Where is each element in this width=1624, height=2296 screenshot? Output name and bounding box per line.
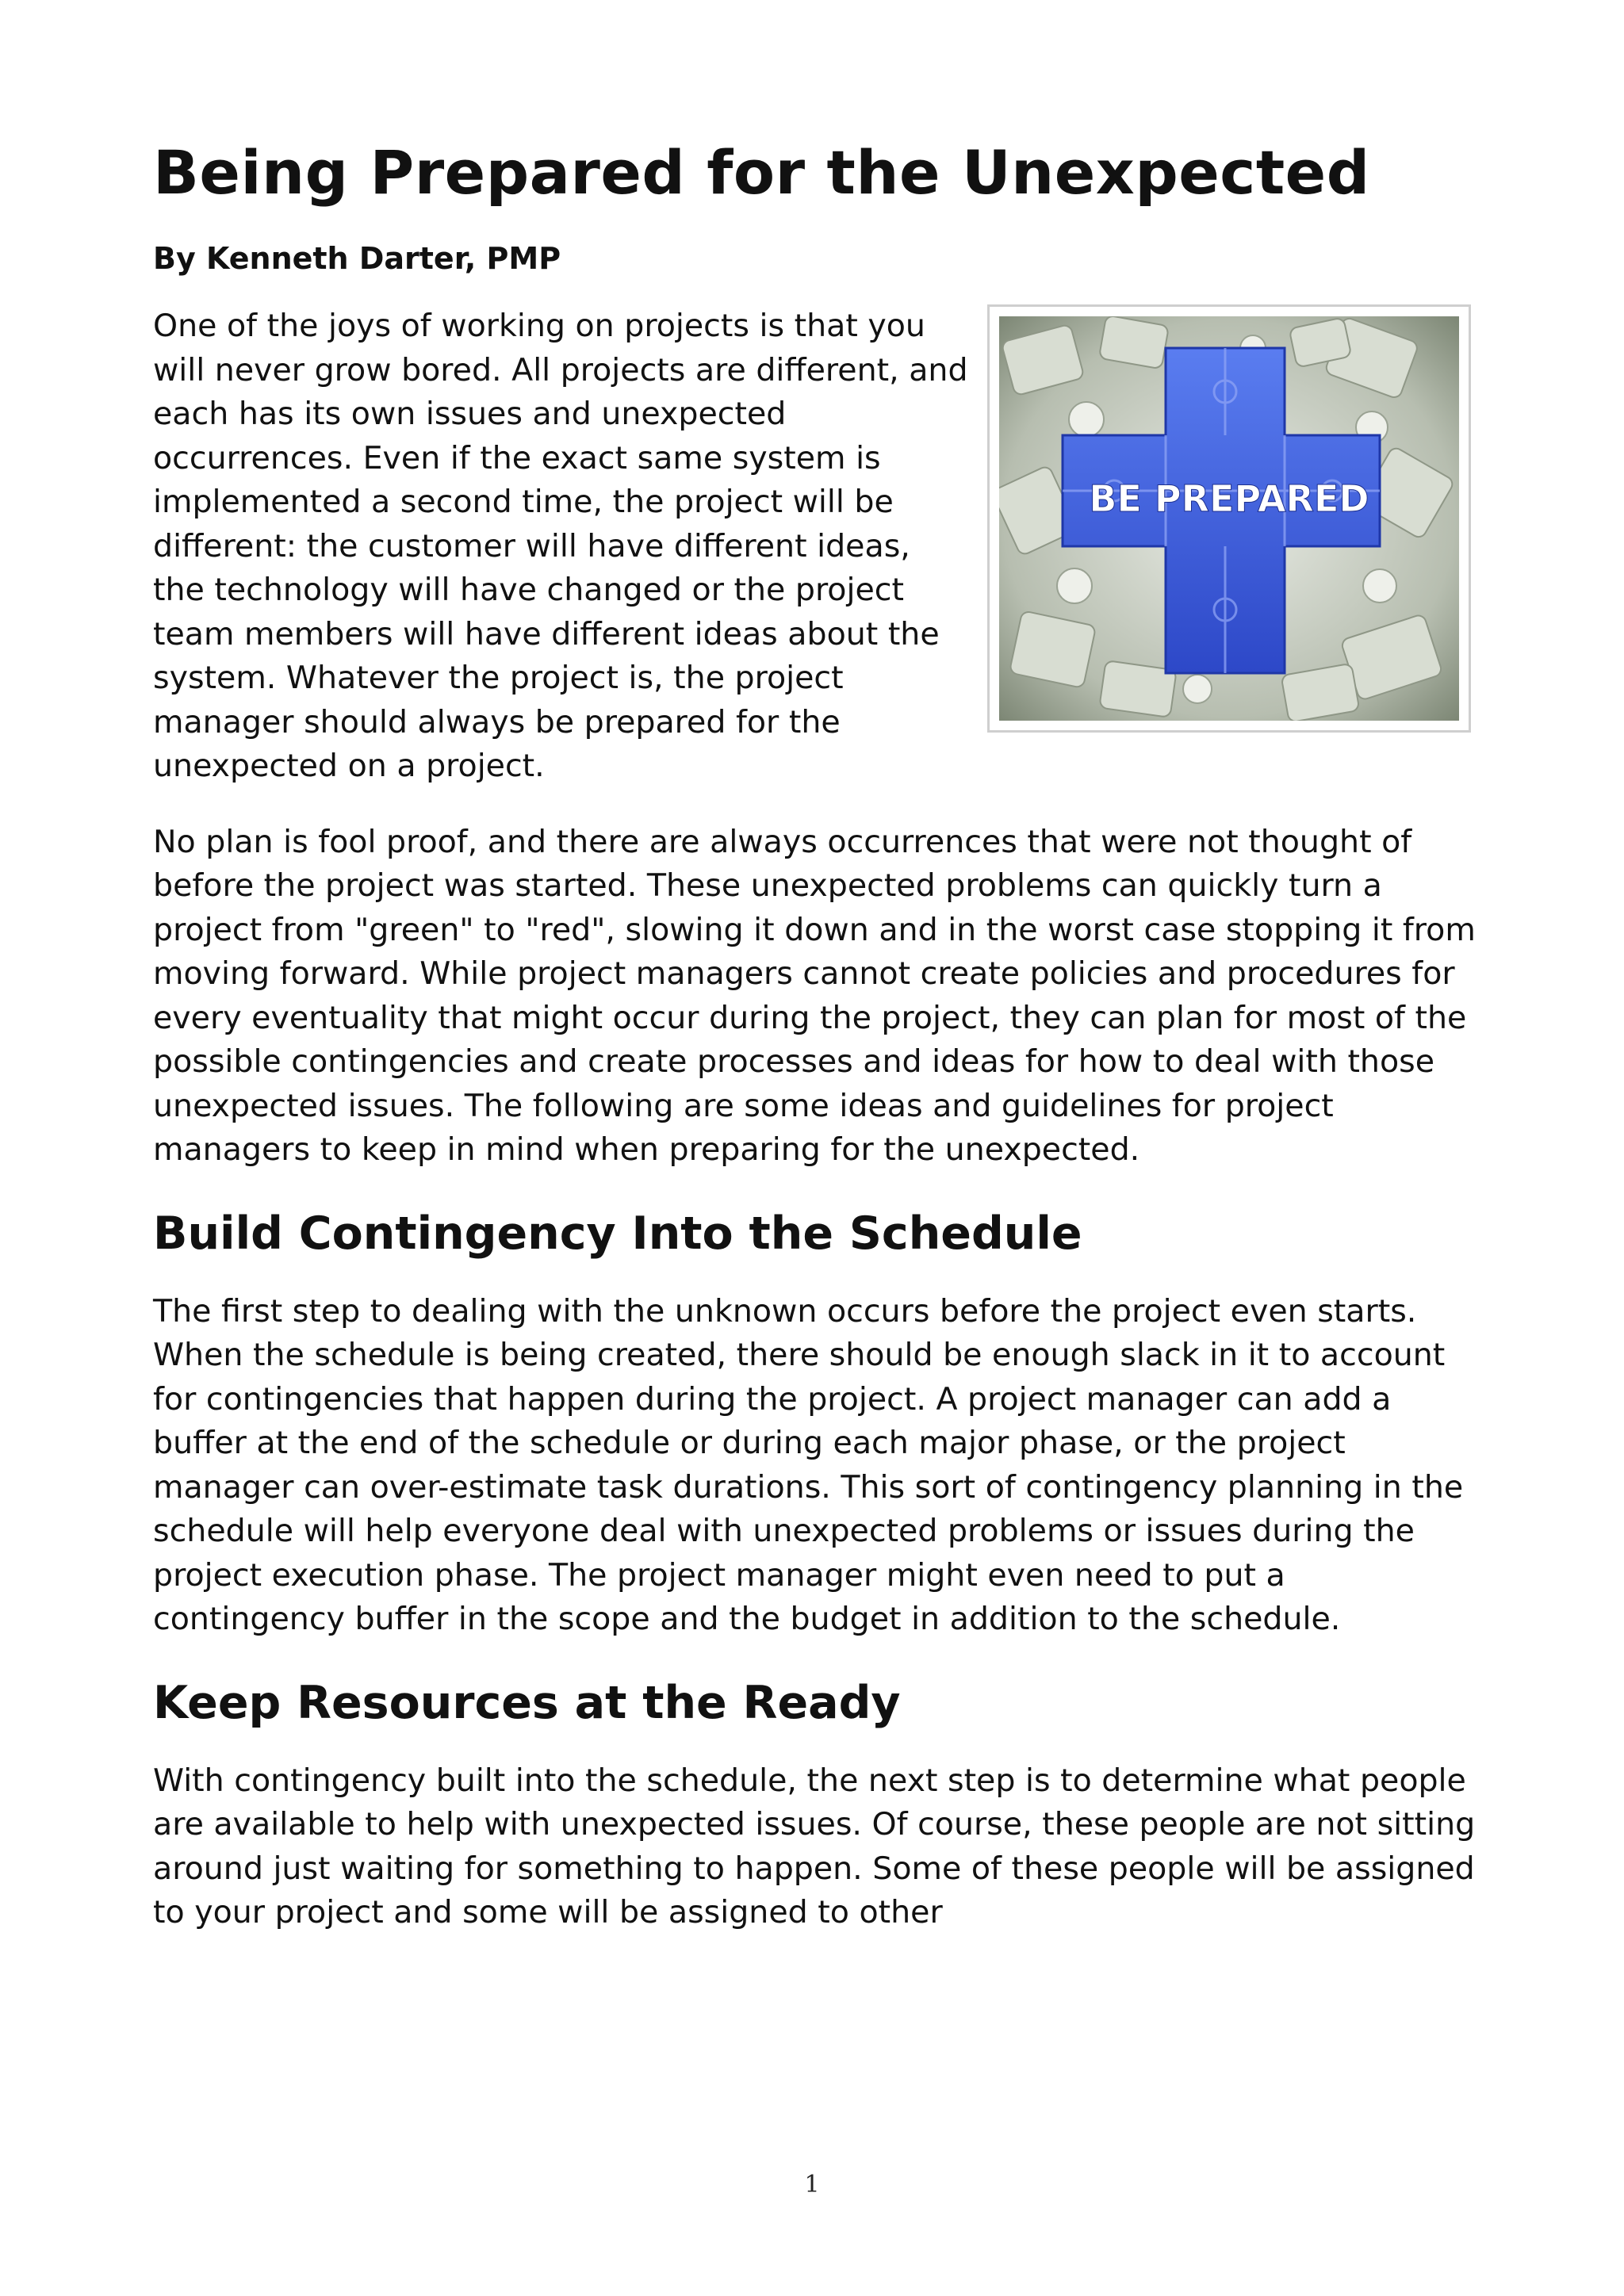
- section-paragraph-resources: With contingency built into the schedule, the next step is to determine what people are available to help with unexpected issues. Of course, these people are not sitting around just waiting for something to happen. Some of these people will be assigned to your project and some will be assigned to other: [153, 1762, 1476, 1931]
- intro-paragraph: One of the joys of working on projects is that you will never grow bored. All projects are different, and each has its own issues and unexpected occurrences. Even if the exact same system is implemented a second time, the project will be different: the customer will have different ideas, the technology will have changed or the project team members will have different ideas about the system. Whatever the project is, the project manager should always be prepared for the unexpected on a project.: [153, 308, 968, 784]
- author-byline: By Kenneth Darter, PMP: [153, 241, 561, 276]
- page-number: 1: [804, 2171, 820, 2198]
- puzzle-illustration: [999, 316, 1459, 721]
- section-paragraph-contingency: The first step to dealing with the unknown occurs before the project even starts. When the schedule is being created, there should be enough slack in it to account for contingencies that happen during the project. A project manager can add a buffer at the end of the schedule or during each major phase, or the project manager can over-estimate task durations. This sort of contingency planning in the schedule will help everyone deal with unexpected problems or issues during the project execution phase. The project manager might even need to put a contingency buffer in the scope and the budget in addition to the schedule.: [153, 1292, 1464, 1637]
- be-prepared-text: BE PREPARED: [1089, 477, 1369, 520]
- section-heading-contingency: Build Contingency Into the Schedule: [153, 1207, 1082, 1260]
- be-prepared-image: [987, 304, 1471, 733]
- body-paragraph: No plan is fool proof, and there are always occurrences that were not thought of before the project was started. These unexpected problems can quickly turn a project from "green" to "red", slowing it down and in the worst case stopping it from moving forward. While project managers cannot create policies and procedures for every eventuality that might occur during the project, they can plan for most of the possible contingencies and create processes and ideas for how to deal with those unexpected issues. The following are some ideas and guidelines for project managers to keep in mind when preparing for the unexpected.: [153, 823, 1476, 1168]
- document-title: Being Prepared for the Unexpected: [153, 137, 1370, 208]
- section-heading-resources: Keep Resources at the Ready: [153, 1676, 901, 1729]
- intro-block: [153, 304, 1485, 789]
- document-page: [153, 135, 1485, 1935]
